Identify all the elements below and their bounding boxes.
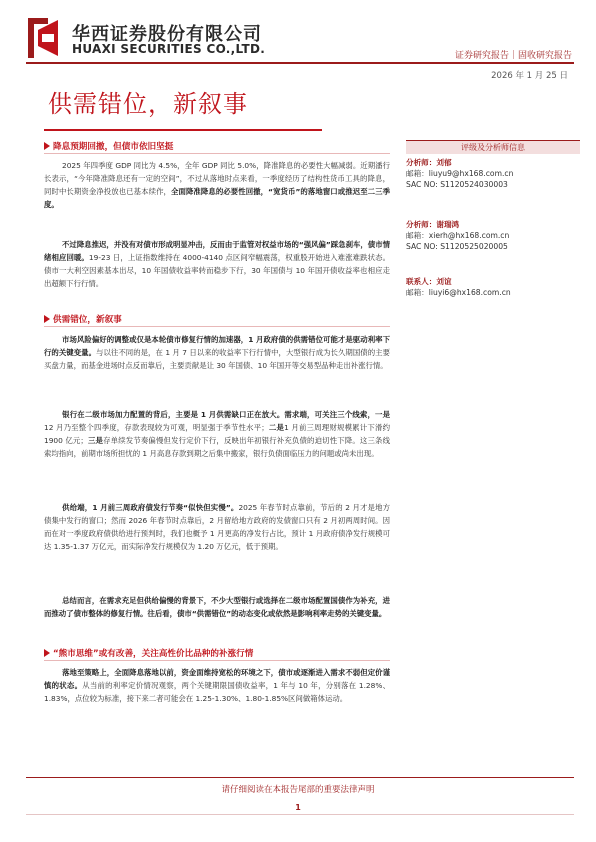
contact-block bbox=[406, 276, 511, 298]
triangle-bullet-icon bbox=[44, 142, 50, 150]
report-type: 证券研究报告｜固收研究报告 bbox=[454, 51, 572, 61]
analyst-label: 分析师：刘郁 bbox=[406, 158, 452, 167]
triangle-bullet-icon bbox=[44, 315, 50, 323]
contact-email[interactable]: 邮箱：liuyi6@hx168.com.cn bbox=[406, 288, 511, 297]
paragraph: 总结而言，在需求充足但供给偏慢的背景下，不少大型银行或选择在二级市场配置国债作为补充，进而推动了债市整体的修复行情。往后看，债市“供需错位”的动态变化或依然是影响利率走势的关键变量。 bbox=[44, 596, 390, 618]
paragraph: 供给端，1 月前三周政府债发行节奏“似快但实慢”。2025 年春节时点靠前，节后的 2 月才是地方债集中发行的窗口；然而 2026 年春节时点靠后，2 月留给地方政府的发债窗口只有 2 月初两周时间。因而在对一季度政府债供给进行预判时，我们也概予 1 月更高的净发行占比，预计 1 月政府债净发行规模可达 1.35-1.37 万亿元，而实际净发行规模仅为 1.20 万亿元，低于预期。 bbox=[44, 503, 391, 551]
section-heading: 降息预期回撤，但债市依旧坚挺 bbox=[44, 140, 390, 152]
paragraph: 不过降息推迟，并没有对债市形成明显冲击，反而由于监管对权益市场的“强风偏”踩急刹车，债市情绪相应回暖。19-23 日，上证指数维持在 4000-4140 点区间窄幅震荡，权重股开始进入难涨难跌状态。债市一大利空因素基本出尽，10 年国债收益率转而稳步下行，30 年国债与 10 年国开债收益率也相应走出超额下行行情。 bbox=[44, 240, 390, 288]
analyst-label: 分析师：谢瑞鸿 bbox=[406, 220, 460, 229]
paragraph: 落地至策略上，全面降息落地以前，资金面维持宽松的环境之下，债市或逐渐进入需求不弱但定价谨慎的状态。从当前的利率定价情况观察，两个关键期限国债收益率，1 年与 10 年，分别落在 1.28%、1.83%，点位较为标准，接下来二者可能会在 1.25-1.30%、1.80-1.85%区间做箱体运动。 bbox=[44, 668, 390, 703]
paragraph: 市场风险偏好的调整或仅是本轮债市修复行情的加速器，1 月政府债的供需错位可能才是驱动利率下行的关键变量。与以往不同的是，在 1 月 7 日以来的收益率下行行情中，大型银行成为长久期国债的主要买盘力量，而基金进场时点反而靠后，主要贡献是让 30 年国债、10 年国开等交易型品种走出补涨行情。 bbox=[44, 335, 390, 370]
sidebar-heading: 评级及分析师信息 bbox=[406, 140, 580, 154]
section-divider bbox=[44, 326, 390, 327]
legal-disclaimer-link[interactable]: 请仔细阅读在本报告尾部的重要法律声明 bbox=[221, 785, 375, 795]
huaxi-logo-icon bbox=[28, 18, 64, 58]
analyst-email[interactable]: 邮箱：xierh@hx168.com.cn bbox=[406, 231, 510, 240]
header-divider bbox=[26, 62, 574, 64]
footer-divider bbox=[26, 777, 574, 778]
analyst-block bbox=[406, 157, 513, 190]
contact-label: 联系人：刘谊 bbox=[406, 277, 452, 286]
section-heading: 供需错位，新叙事 bbox=[44, 313, 390, 325]
company-name-en: HUAXI SECURITIES CO.,LTD. bbox=[72, 42, 266, 56]
paragraph: 2025 年四季度 GDP 同比为 4.5%，全年 GDP 同比 5.0%，降准降息的必要性大幅减弱。近期潘行长表示，“今年降准降息还有一定的空间”，不过从落地时点来看，一季度经历了结构性货币工具的降息，同时中长期资金净投放也已基本续作，全面降准降息的必要性回撤，“宽货币”的落地窗口或推迟至二三季度。 bbox=[44, 161, 390, 209]
analyst-email[interactable]: 邮箱：liuyu9@hx168.com.cn bbox=[406, 169, 514, 178]
analyst-sac: SAC NO: S1120525020005 bbox=[406, 242, 508, 251]
triangle-bullet-icon bbox=[44, 649, 50, 657]
section-divider bbox=[44, 153, 390, 154]
paragraph: 银行在二级市场加力配置的背后，主要是 1 月供需缺口正在放大。需求端，可关注三个线索，一是12 月乃至整个四季度，存款表现较为可观，明显强于季节性水平；二是1 月前三周理财规模累计下滑约 1900 亿元；三是存单续发节奏偏慢但发行定价下行，反映出年初银行补充负债的迫切性下降。这三条线索均指向，前期市场所担忧的 1 月高息存款到期之后集中搬家，银行负债面临压力的问题或尚未出现。 bbox=[44, 410, 390, 458]
section-divider bbox=[44, 660, 390, 661]
title-underline bbox=[44, 129, 322, 131]
analyst-block bbox=[406, 219, 509, 252]
footer-divider-bottom bbox=[26, 814, 574, 815]
report-title: 供需错位，新叙事 bbox=[48, 90, 248, 118]
section-heading: “熊市思维”或有改善，关注高性价比品种的补涨行情 bbox=[44, 647, 390, 659]
analyst-sac: SAC NO: S1120524030003 bbox=[406, 180, 508, 189]
page-number: 1 bbox=[295, 803, 301, 812]
report-date: 2026 年 1 月 25 日 bbox=[491, 71, 568, 81]
company-name-cn: 华西证券股份有限公司 bbox=[72, 24, 262, 45]
